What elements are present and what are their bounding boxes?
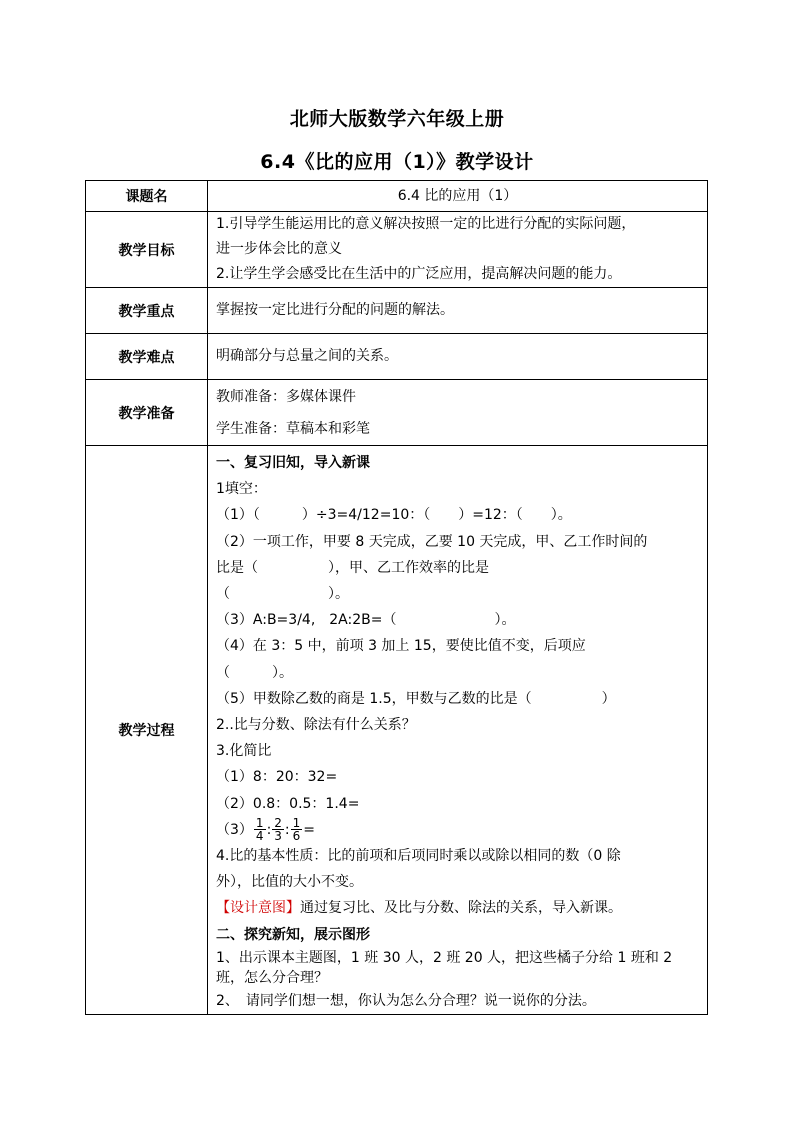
q1-title: 1填空： [216, 481, 267, 498]
q1-item-2c: （ ）。 [216, 586, 349, 603]
process-label: 教学过程 [86, 446, 208, 1015]
process-value [208, 446, 708, 1015]
lesson-title: 6.4《比的应用（1）》教学设计 [260, 151, 534, 173]
s2-item-1a: 1、出示课本主题图，1 班 30 人，2 班 20 人，把这些橘子分给 1 班和 2 [216, 949, 673, 966]
goals-line-3: 2.让学生学会感受比在生活中的广泛应用，提高解决问题的能力。 [216, 266, 622, 282]
key-value: 掌握按一定比进行分配的问题的解法。 [208, 288, 708, 334]
q1-item-2a: （2）一项工作，甲要 8 天完成，乙要 10 天完成，甲、乙工作时间的 [216, 533, 648, 550]
difficulty-label: 教学难点 [86, 334, 208, 380]
lesson-plan-table [85, 180, 708, 1015]
prep-label: 教学准备 [86, 380, 208, 446]
key-label: 教学重点 [86, 288, 208, 334]
equals-sign: = [303, 821, 316, 838]
difficulty-value: 明确部分与总量之间的关系。 [208, 334, 708, 380]
row-prep [86, 380, 708, 446]
q1-item-5: （5）甲数除乙数的商是 1.5，甲数与乙数的比是（ ） [216, 690, 616, 707]
goals-label: 教学目标 [86, 212, 208, 288]
q3-item-2: （2）0.8：0.5：1.4= [216, 795, 360, 812]
ratio-sep: : [266, 821, 272, 838]
prep-value [208, 380, 708, 446]
q1-item-4a: （4）在 3：5 中，前项 3 加上 15，要使比值不变，后项应 [216, 638, 586, 655]
topic-value: 6.4 比的应用（1） [208, 181, 708, 212]
q1-item-2b: 比是（ ），甲、乙工作效率的比是 [216, 559, 489, 576]
q1-item-1: （1）（ ）÷3=4/12=10：（ ）=12：（ ）。 [216, 507, 572, 524]
design-intent [216, 895, 699, 921]
fraction: $\frac{1}{4}$ [255, 816, 264, 844]
section-1-heading: 一、复习旧知，导入新课 [216, 455, 370, 471]
row-goals [86, 212, 708, 288]
q3-item-3 [216, 817, 699, 843]
prep-student: 学生准备：草稿本和彩笔 [216, 420, 370, 437]
topic-label: 课题名 [86, 181, 208, 212]
s2-item-1b: 班，怎么分合理？ [216, 969, 328, 986]
document-title: 北师大版数学六年级上册 [289, 108, 505, 130]
goals-line-2: 进一步体会比的意义 [216, 241, 342, 257]
q1-item-4b: （ ）。 [216, 664, 293, 681]
q2: 2..比与分数、除法有什么关系？ [216, 717, 416, 734]
goals-line-1: 1.引导学生能运用比的意义解决按照一定的比进行分配的实际问题， [216, 216, 636, 232]
q3-title: 3.化简比 [216, 743, 272, 760]
q3-item-1: （1）8：20：32= [216, 769, 338, 786]
q4-line-a: 4.比的基本性质：比的前项和后项同时乘以或除以相同的数（0 除 [216, 848, 621, 865]
row-key [86, 288, 708, 334]
q3-item-3-prefix: （3） [216, 821, 253, 838]
ratio-sep: : [284, 821, 290, 838]
prep-teacher: 教师准备：多媒体课件 [216, 388, 356, 405]
q1-item-3: （3）A:B=3/4, 2A:2B=（ ）。 [216, 612, 516, 629]
fraction: $\frac{2}{3}$ [274, 816, 282, 844]
goals-value [208, 212, 708, 288]
section-2-heading: 二、探究新知，展示图形 [216, 926, 370, 943]
design-intent-text: 通过复习比、及比与分数、除法的关系，导入新课。 [300, 900, 622, 917]
s2-item-2: 2、 请同学们想一想，你认为怎么分合理？说一说你的分法。 [216, 992, 596, 1009]
row-process [86, 446, 708, 1015]
row-topic [86, 181, 708, 212]
row-difficulty [86, 334, 708, 380]
design-intent-tag: 【设计意图】 [216, 900, 300, 917]
fraction: $\frac{1}{6}$ [292, 816, 301, 844]
q4-line-b: 外），比值的大小不变。 [216, 874, 363, 891]
